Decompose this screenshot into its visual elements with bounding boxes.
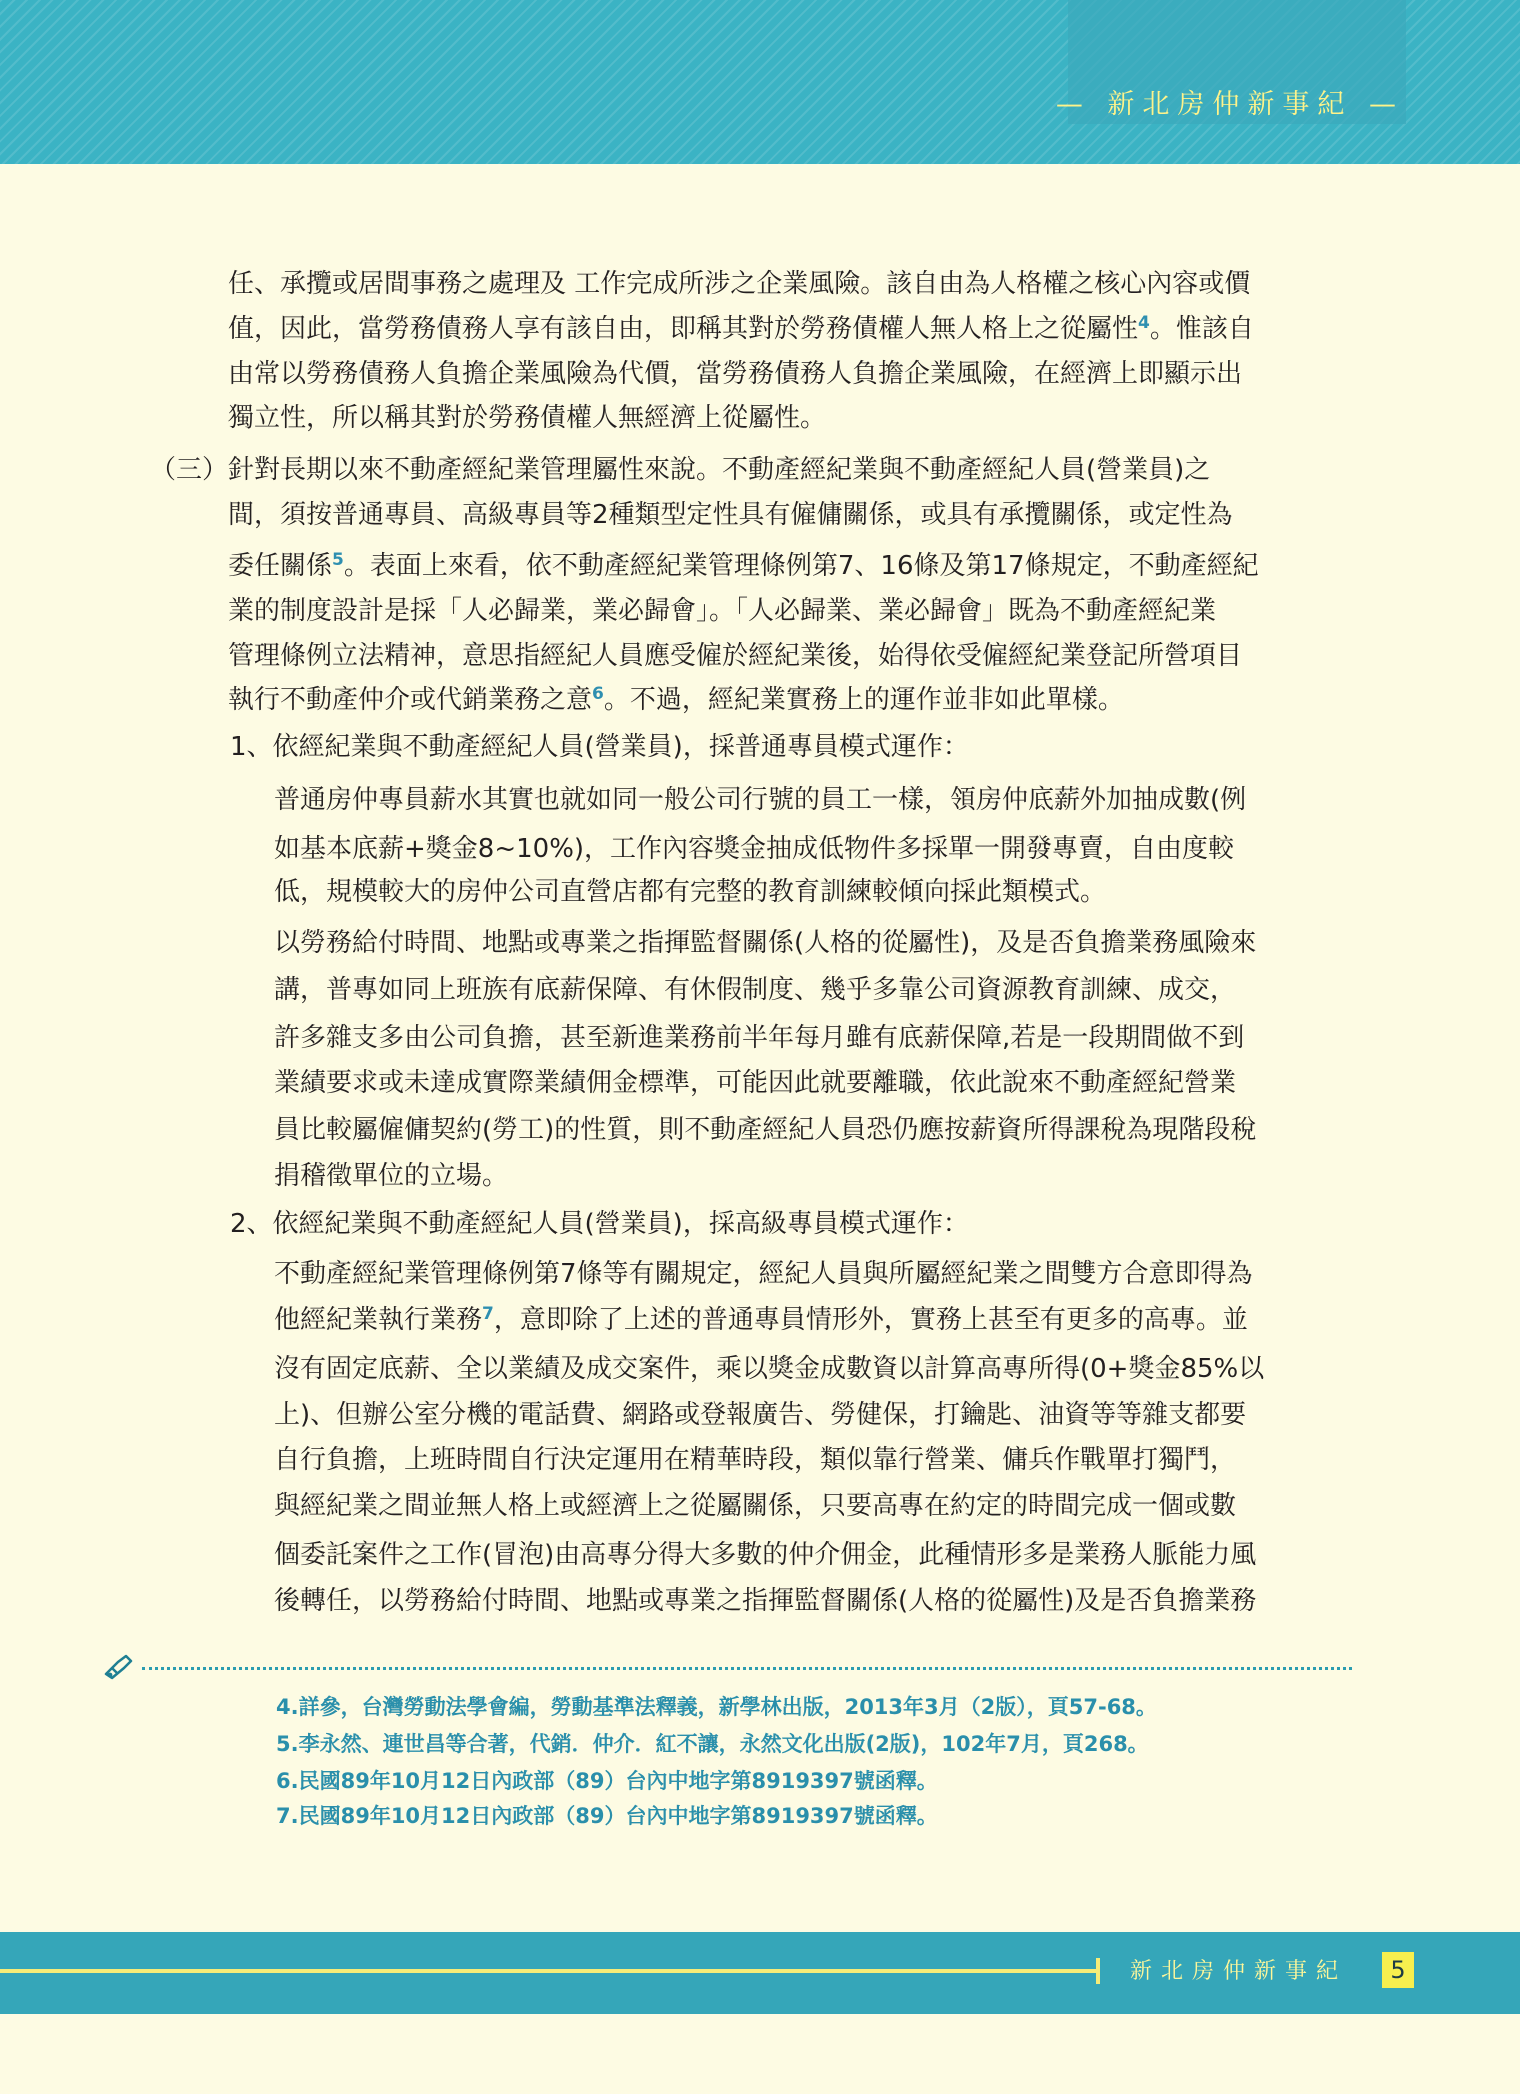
item-1-heading: 1、依經紀業與不動產經紀人員(營業員)，採普通專員模式運作： <box>230 732 969 762</box>
body-line: 任、承攬或居間事務之處理及 工作完成所涉之企業風險。該自由為人格權之核心內容或價 <box>228 269 1251 299</box>
item-2-heading: 2、依經紀業與不動產經紀人員(營業員)，採高級專員模式運作： <box>230 1209 969 1239</box>
body-line: 自行負擔，上班時間自行決定運用在精華時段，類似靠行營業、傭兵作戰單打獨鬥， <box>274 1445 1237 1475</box>
body-line: 由常以勞務債務人負擔企業風險為代價，當勞務債務人負擔企業風險，在經濟上即顯示出 <box>228 359 1243 389</box>
body-line: 執行不動產仲介或代銷業務之意$^6$。不過，經紀業實務上的運作並非如此單樣。 <box>228 684 1124 715</box>
body-line: 許多雜支多由公司負擔，甚至新進業務前半年每月雖有底薪保障,若是一段期間做不到 <box>274 1023 1245 1053</box>
body-line: 後轉任，以勞務給付時間、地點或專業之指揮監督關係(人格的從屬性)及是否負擔業務 <box>274 1586 1257 1616</box>
footnote-7: 7.民國89年10月12日內政部（89）台內中地字第8919397號函釋。 <box>276 1804 938 1828</box>
body-line: 員比較屬僱傭契約(勞工)的性質，則不動產經紀人員恐仍應按薪資所得課稅為現階段稅 <box>274 1115 1257 1145</box>
footer-rule-tick <box>1096 1958 1100 1984</box>
body-line: 以勞務給付時間、地點或專業之指揮監督關係(人格的從屬性)，及是否負擔業務風險來 <box>274 928 1257 958</box>
body-line: 間，須按普通專員、高級專員等2種類型定性具有僱傭關係，或具有承攬關係，或定性為 <box>228 500 1233 530</box>
footnote-ref-6[interactable]: 6 <box>592 684 604 704</box>
footnote-divider <box>142 1667 1352 1670</box>
header-title: — 新北房仲新事紀 — <box>1055 89 1404 120</box>
body-line: 與經紀業之間並無人格上或經濟上之從屬關係，只要高專在約定的時間完成一個或數 <box>274 1491 1237 1521</box>
body-line: 業的制度設計是採「人必歸業，業必歸會」。「人必歸業、業必歸會」既為不動產經紀業 <box>228 596 1217 626</box>
body-line: 獨立性，所以稱其對於勞務債權人無經濟上從屬性。 <box>228 403 827 433</box>
body-line: 沒有固定底薪、全以業績及成交案件，乘以獎金成數資以計算高專所得(0+獎金85%以 <box>274 1354 1265 1384</box>
body-line: 委任關係$^5$。表面上來看，依不動產經紀業管理條例第7、16條及第17條規定，不動產經紀 <box>228 550 1259 581</box>
footnote-5: 5.李永然、連世昌等合著，代銷．仲介．紅不讓，永然文化出版(2版)，102年7月，頁268。 <box>276 1732 1149 1756</box>
footnote-4: 4.詳參，台灣勞動法學會編，勞動基準法釋義，新學林出版，2013年3月（2版），頁57-68。 <box>276 1695 1157 1719</box>
body-line: 管理條例立法精神，意思指經紀人員應受僱於經紀業後，始得依受僱經紀業登記所營項目 <box>228 641 1243 671</box>
body-line: 如基本底薪+獎金8~10%)，工作內容獎金抽成低物件多採單一開發專賣，自由度較 <box>274 834 1235 864</box>
footer-title: 新北房仲新事紀 <box>1130 1959 1348 1984</box>
footnote-6: 6.民國89年10月12日內政部（89）台內中地字第8919397號函釋。 <box>276 1769 938 1793</box>
body-line: 值，因此，當勞務債務人享有該自由，即稱其對於勞務債權人無人格上之從屬性$^4$。惟該自 <box>228 313 1254 344</box>
body-line: 業績要求或未達成實際業績佣金標準，可能因此就要離職，依此說來不動產經紀營業 <box>274 1068 1237 1098</box>
body-line: 講，普專如同上班族有底薪保障、有休假制度、幾乎多靠公司資源教育訓練、成交， <box>274 975 1237 1005</box>
body-line: 個委託案件之工作(冒泡)由高專分得大多數的仲介佣金，此種情形多是業務人脈能力風 <box>274 1540 1257 1570</box>
section-marker-3: （三） <box>150 455 229 485</box>
body-line: 他經紀業執行業務$^7$，意即除了上述的普通專員情形外，實務上甚至有更多的高專。並 <box>274 1304 1248 1335</box>
body-line: 上)、但辦公室分機的電話費、網路或登報廣告、勞健保，打鑰匙、油資等等雜支都要 <box>274 1400 1247 1430</box>
body-line: 低，規模較大的房仲公司直營店都有完整的教育訓練較傾向採此類模式。 <box>274 877 1107 907</box>
body-line: 不動產經紀業管理條例第7條等有關規定，經紀人員與所屬經紀業之間雙方合意即得為 <box>274 1259 1253 1289</box>
footer-rule <box>0 1969 1098 1973</box>
pen-icon <box>104 1654 134 1680</box>
footnote-ref-7[interactable]: 7 <box>482 1304 494 1324</box>
page-number: 5 <box>1382 1952 1414 1988</box>
body-line: 普通房仲專員薪水其實也就如同一般公司行號的員工一樣，領房仲底薪外加抽成數(例 <box>274 785 1247 815</box>
footnote-ref-4[interactable]: 4 <box>1138 313 1150 333</box>
body-line: 針對長期以來不動產經紀業管理屬性來說。不動產經紀業與不動產經紀人員(營業員)之 <box>228 455 1211 485</box>
footnote-ref-5[interactable]: 5 <box>332 550 344 570</box>
body-line: 捐稽徵單位的立場。 <box>274 1161 509 1191</box>
